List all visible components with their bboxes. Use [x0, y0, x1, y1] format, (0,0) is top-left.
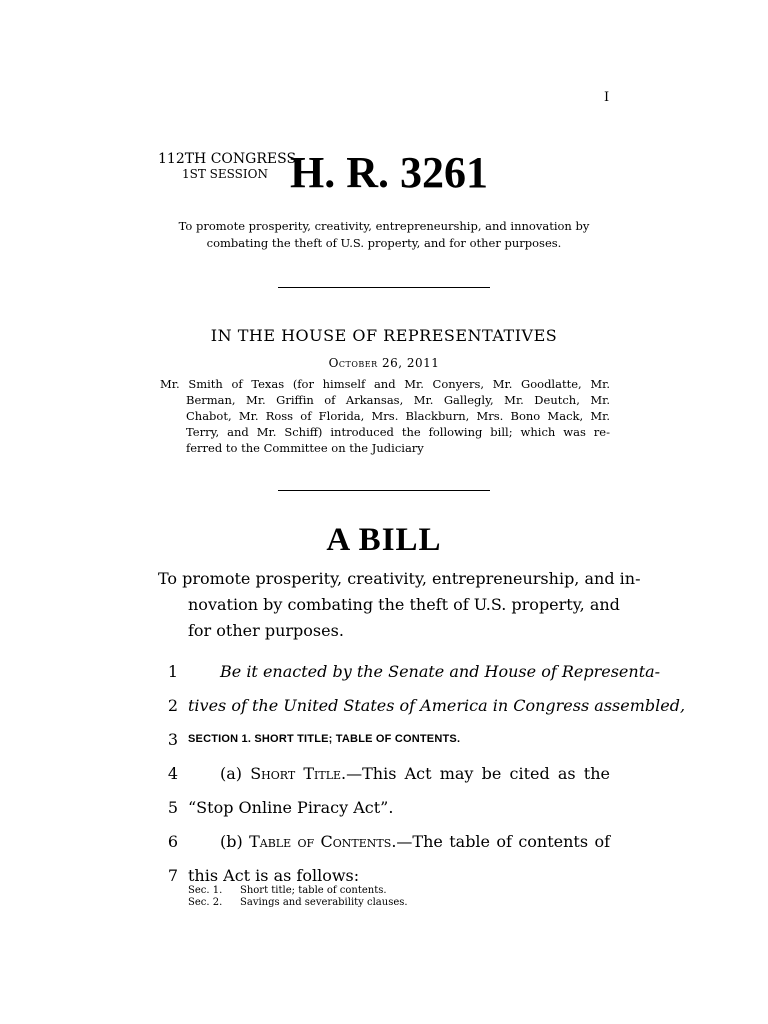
toc-item [188, 885, 408, 897]
toc-item [188, 897, 408, 909]
divider-rule [278, 490, 490, 491]
bill-heading: A BILL [326, 522, 442, 558]
page-mark: I [604, 90, 610, 105]
sponsors-paragraph [160, 376, 610, 456]
divider-rule [278, 287, 490, 288]
line-rest: .—The table of contents of [391, 831, 611, 851]
line-number: 2 [167, 695, 178, 715]
long-purpose-line: for other purposes. [188, 621, 344, 640]
bill-line [150, 756, 610, 790]
toc-title: Short title; table of contents. [240, 885, 387, 896]
long-purpose [158, 566, 641, 644]
introduction-date: October 26, 2011 [328, 356, 440, 370]
session-label: 1ST SESSION [182, 167, 268, 181]
bill-line [150, 654, 661, 688]
congress-label: 112TH CONGRESS [158, 151, 297, 167]
line-number: 1 [167, 661, 178, 681]
line-text: tives of the United States of America in Congress assembled, [188, 695, 686, 715]
sponsors-line: ferred to the Committee on the Judiciary [186, 441, 424, 455]
toc-section: Sec. 2. [188, 897, 223, 908]
bill-body [150, 654, 686, 892]
subsection-prefix: (b) [220, 831, 250, 851]
sponsors-line: Terry, and Mr. Schiff) introduced the following bill; which was re- [186, 425, 610, 439]
section-heading: SECTION 1. SHORT TITLE; TABLE OF CONTENTS. [188, 733, 461, 745]
short-purpose-line: To promote prosperity, creativity, entrepreneurship, and innovation by [178, 219, 590, 233]
line-text [188, 832, 610, 851]
table-of-contents [188, 885, 408, 909]
line-text: “Stop Online Piracy Act”. [188, 797, 394, 817]
sponsors-line: Berman, Mr. Griffin of Arkansas, Mr. Gallegly, Mr. Deutch, Mr. [186, 393, 610, 407]
toc-title: Savings and severability clauses. [240, 897, 408, 908]
subsection-prefix: (a) [220, 763, 251, 783]
bill-line [150, 688, 686, 722]
line-text [188, 764, 610, 783]
subsection-heading: Table of Contents [249, 831, 392, 851]
line-number: 6 [167, 831, 178, 851]
long-purpose-line: novation by combating the theft of U.S. property, and [188, 595, 620, 614]
chamber-heading: IN THE HOUSE OF REPRESENTATIVES [210, 326, 558, 345]
congress-session-block [158, 152, 296, 182]
long-purpose-line: To promote prosperity, creativity, entrepreneurship, and in- [158, 569, 641, 588]
bill-line [150, 722, 610, 756]
short-purpose-line: combating the theft of U.S. property, and for other purposes. [206, 236, 562, 250]
bill-line [150, 824, 610, 858]
subsection-heading: Short Title [250, 763, 342, 783]
line-text: this Act is as follows: [188, 865, 360, 885]
line-rest: .—This Act may be cited as the [341, 763, 610, 783]
line-number: 4 [167, 763, 178, 783]
toc-section: Sec. 1. [188, 885, 223, 896]
sponsors-line: Chabot, Mr. Ross of Florida, Mrs. Blackburn, Mrs. Bono Mack, Mr. [186, 409, 610, 423]
bill-line [150, 790, 610, 824]
bill-number: H. R. 3261 [290, 148, 488, 197]
short-purpose [160, 218, 608, 252]
line-text: Be it enacted by the Senate and House of Representa- [220, 661, 661, 681]
line-number: 7 [167, 865, 178, 885]
line-number: 5 [167, 797, 178, 817]
sponsors-line: Mr. Smith of Texas (for himself and Mr. Conyers, Mr. Goodlatte, Mr. [160, 377, 610, 391]
line-number: 3 [167, 729, 178, 749]
